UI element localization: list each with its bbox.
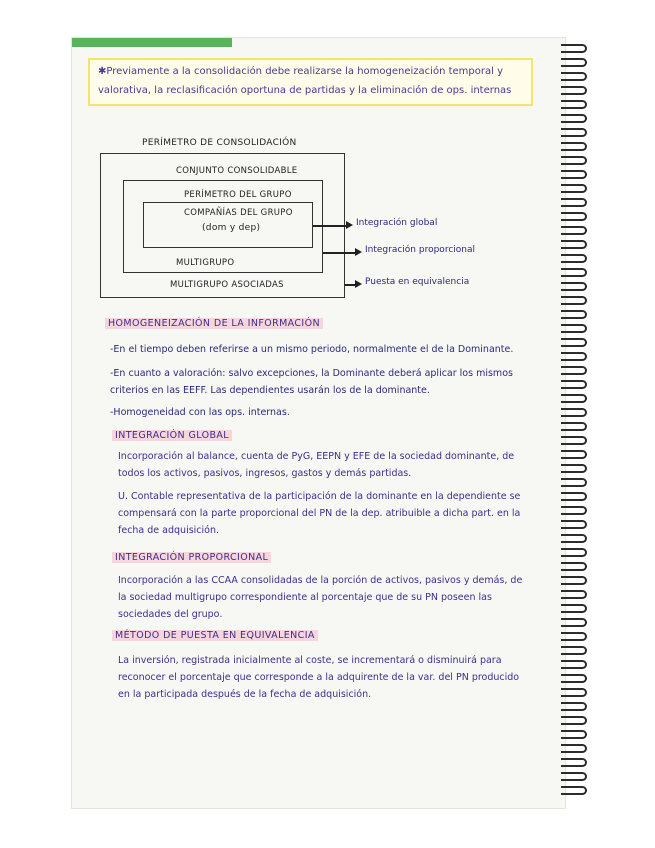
spiral-coil bbox=[561, 198, 587, 207]
label-companias-grupo: COMPAÑÍAS DEL GRUPO bbox=[184, 208, 293, 218]
spiral-coil bbox=[561, 338, 587, 347]
arrow-line-proporcional bbox=[323, 252, 357, 254]
page-green-edge bbox=[72, 38, 232, 47]
spiral-coil bbox=[561, 100, 587, 109]
spiral-coil bbox=[561, 758, 587, 767]
label-companias-sub: (dom y dep) bbox=[202, 223, 261, 233]
spiral-coil bbox=[561, 744, 587, 753]
spiral-coil bbox=[561, 492, 587, 501]
spiral-coil bbox=[561, 660, 587, 669]
arrow-label-equivalencia: Puesta en equivalencia bbox=[365, 277, 470, 287]
intro-note-text: ✱Previamente a la consolidación debe realizarse la homogeneización temporal y valorativa, la reclasificación oportuna de partidas y la eliminación de ops. internas bbox=[98, 66, 512, 96]
spiral-coil bbox=[561, 240, 587, 249]
spiral-coil bbox=[561, 352, 587, 361]
equiv-paragraph-1: La inversión, registrada inicialmente al coste, se incrementará o disminuirá para reconocer el porcentaje que corresponde a la adquirente de la var. del PN producido en la participada después de la fecha de adquisición. bbox=[118, 655, 520, 700]
spiral-coil bbox=[561, 212, 587, 221]
spiral-coil bbox=[561, 156, 587, 165]
arrow-line-global bbox=[313, 225, 348, 227]
spiral-coil bbox=[561, 534, 587, 543]
spiral-coil bbox=[561, 716, 587, 725]
spiral-coil bbox=[561, 576, 587, 585]
spiral-coil bbox=[561, 506, 587, 515]
arrow-head-global bbox=[346, 221, 353, 229]
heading-integracion-global: INTEGRACIÓN GLOBAL bbox=[112, 430, 232, 441]
spiral-coil bbox=[561, 786, 587, 795]
arrow-label-global: Integración global bbox=[356, 218, 438, 228]
homog-bullet-2: -En cuanto a valoración: salvo excepciones, la Dominante deberá aplicar los mismos criterios en las EEFF. Las dependientes usarán los de la dominante. bbox=[110, 368, 513, 396]
spiral-coil bbox=[561, 324, 587, 333]
spiral-coil bbox=[561, 128, 587, 137]
label-multigrupo: MULTIGRUPO bbox=[176, 258, 235, 268]
label-multigrupo-asociadas: MULTIGRUPO ASOCIADAS bbox=[170, 280, 284, 290]
spiral-coil bbox=[561, 464, 587, 473]
spiral-coil bbox=[561, 310, 587, 319]
spiral-coil bbox=[561, 254, 587, 263]
prop-paragraph-1: Incorporación a las CCAA consolidadas de la porción de activos, pasivos y demás, de la sociedad multigrupo correspondiente al porcentaje que de su PN poseen las sociedades del grupo. bbox=[118, 575, 523, 620]
spiral-coil bbox=[561, 170, 587, 179]
spiral-coil bbox=[561, 646, 587, 655]
heading-homogeneizacion: HOMOGENEIZACIÓN DE LA INFORMACIÓN bbox=[105, 318, 323, 329]
label-perimetro-consolidacion: PERÍMETRO DE CONSOLIDACIÓN bbox=[142, 138, 297, 148]
spiral-coil bbox=[561, 184, 587, 193]
spiral-coil bbox=[561, 436, 587, 445]
spiral-coil bbox=[561, 604, 587, 613]
global-paragraph-2: U. Contable representativa de la participación de la dominante en la dependiente se compensará con la parte proporcional del PN de la dep. atribuible a dicha part. en la fecha de adquisición. bbox=[118, 491, 521, 536]
intro-note bbox=[88, 58, 533, 106]
heading-integracion-proporcional: INTEGRACIÓN PROPORCIONAL bbox=[112, 552, 271, 563]
global-paragraph-1: Incorporación al balance, cuenta de PyG, EEPN y EFE de la sociedad dominante, de todos los activos, pasivos, ingresos, gastos y demás partidas. bbox=[118, 451, 515, 479]
spiral-coil bbox=[561, 58, 587, 67]
spiral-coil bbox=[561, 268, 587, 277]
spiral-coil bbox=[561, 478, 587, 487]
arrow-head-equivalencia bbox=[355, 280, 362, 288]
heading-puesta-equivalencia: MÉTODO DE PUESTA EN EQUIVALENCIA bbox=[112, 630, 318, 641]
label-perimetro-grupo: PERÍMETRO DEL GRUPO bbox=[184, 190, 292, 200]
spiral-coil bbox=[561, 562, 587, 571]
spiral-coil bbox=[561, 590, 587, 599]
spiral-coil bbox=[561, 72, 587, 81]
spiral-coil bbox=[561, 702, 587, 711]
spiral-coil bbox=[561, 380, 587, 389]
arrow-head-proporcional bbox=[355, 248, 362, 256]
spiral-coil bbox=[561, 282, 587, 291]
spiral-coil bbox=[561, 408, 587, 417]
spiral-coil bbox=[561, 86, 587, 95]
spiral-coil bbox=[561, 772, 587, 781]
spiral-coil bbox=[561, 688, 587, 697]
spiral-coil bbox=[561, 422, 587, 431]
spiral-coil bbox=[561, 730, 587, 739]
spiral-coil bbox=[561, 632, 587, 641]
spiral-coil bbox=[561, 366, 587, 375]
spiral-binding bbox=[561, 44, 589, 804]
spiral-coil bbox=[561, 674, 587, 683]
homog-bullet-1: -En el tiempo deben referirse a un mismo periodo, normalmente el de la Dominante. bbox=[110, 344, 514, 355]
homog-bullet-3: -Homogeneidad con las ops. internas. bbox=[110, 407, 290, 418]
spiral-coil bbox=[561, 226, 587, 235]
spiral-coil bbox=[561, 520, 587, 529]
spiral-coil bbox=[561, 450, 587, 459]
label-conjunto-consolidable: CONJUNTO CONSOLIDABLE bbox=[176, 166, 298, 176]
spiral-coil bbox=[561, 296, 587, 305]
spiral-coil bbox=[561, 114, 587, 123]
arrow-label-proporcional: Integración proporcional bbox=[365, 245, 475, 255]
spiral-coil bbox=[561, 394, 587, 403]
spiral-coil bbox=[561, 44, 587, 53]
spiral-coil bbox=[561, 548, 587, 557]
spiral-coil bbox=[561, 618, 587, 627]
spiral-coil bbox=[561, 142, 587, 151]
